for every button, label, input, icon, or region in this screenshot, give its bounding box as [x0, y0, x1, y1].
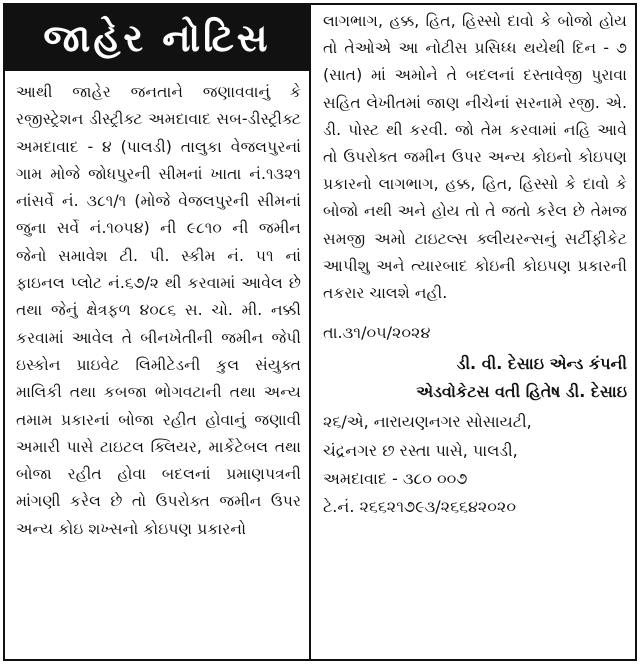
right-column [311, 5, 635, 659]
phone-number: ટે.નં. ૨૬૬૨૧૭૯૩/૨૬૬૪૨૦૨૦ [323, 497, 516, 517]
left-column [5, 5, 311, 659]
firm-name: ડી. વી. દેસાઇ એન્ડ કંપની [456, 354, 627, 374]
advocate-name: એડવોકેટસ વતી હિતેષ ડી. દેસાઇ [416, 382, 627, 402]
address-block [323, 408, 627, 522]
notice-title: જાહેર નોટિસ [5, 5, 309, 71]
address-line-2: ચંદ્રનગર છ રસ્તા પાસે, પાલડી, [323, 440, 518, 460]
notice-body-right: લાગભાગ, હક્ક, હિત, હિસ્સો દાવો કે બોજો હોય તો તેઓએ આ નોટીસ પ્રસિધ્ધ થયેથી દિન - ૭ (સાત) માં અમોને તે બદલનાં દસ્તાવેજી પુરાવા સહિત લેખીતમાં જાણ નીચેનાં સરનામે રજી. એ. ડી. પોસ્ટ થી કરવી. જો તેમ કરવામાં નહિ આવે તો ઉપરોક્ત જમીન ઉપર અન્ય કોઇનો કોઇપણ પ્રકારનો લાગભાગ, હક્ક, હિત, હિસ્સો કે દાવો કે બોજો નથી અને હોય તો તે જતો કરેલ છે તેમજ સમજી અમો ટાઇટલ્સ ક્લીયરન્સનું સર્ટીફીકેટ આપીશુ અને ત્યારબાદ કોઇની કોઇપણ પ્રકારની તકરાર ચાલશે નહી. [323, 11, 627, 303]
notice-body-left: આથી જાહેર જનતાને જણાવવાનું કે રજીસ્ટ્રેશન ડીસ્ટ્રીક્ટ અમદાવાદ સબ-ડીસ્ટ્રીક્ટ અમદાવાદ - ૪ (પાલડી) તાલુકા વેજલપુરનાં ગામ મોજે જોધપુરની સીમનાં ખાતા નં.૧૩૨૧ નાંસર્વે નં. ૩૮૧/૧ (મોજે વેજલપુરની સીમનાં જુના સર્વે નં.૧૦૫૪) ની ૯૮૧૦ ની જમીન જેનો સમાવેશ ટી. પી. સ્કીમ નં. ૫૧ નાં ફાઇનલ પ્લોટ નં.૬૭/૨ થી કરવામાં આવેલ છે તથા જેનું ક્ષેત્રફળ ૪૦૮૬ સ. ચો. મી. નક્કી કરવામાં આવેલ તે બીનખેતીની જમીન જેપી ઇસ્કોન પ્રાઇવેટ લિમીટેડની કુલ સંયુક્ત માલિકી તથા કબજા ભોગવટાની તથા અન્ય તમામ પ્રકારનાં બોજા રહીત હોવાનું જણાવી અમારી પાસે ટાઇટલ ક્લિયર, માર્કેટેબલ તથા બોજા રહીત હોવા બદલનાં પ્રમાણપત્રની માંગણી કરેલ છે તો ઉપરોક્ત જમીન ઉપર અન્ય કોઇ શખ્સનો કોઇપણ પ્રકારનો [16, 82, 301, 538]
address-line-1: ૨૬/એ, નારાયણનગર સોસાયટી, [323, 412, 532, 432]
signature-block [323, 350, 627, 406]
notice-date: તા.૩૧/૦૫/૨૦૨૪ [323, 323, 431, 343]
public-notice [3, 3, 637, 661]
address-line-3: અમદાવાદ - ૩૮૦ ૦૦૭ [323, 469, 468, 489]
